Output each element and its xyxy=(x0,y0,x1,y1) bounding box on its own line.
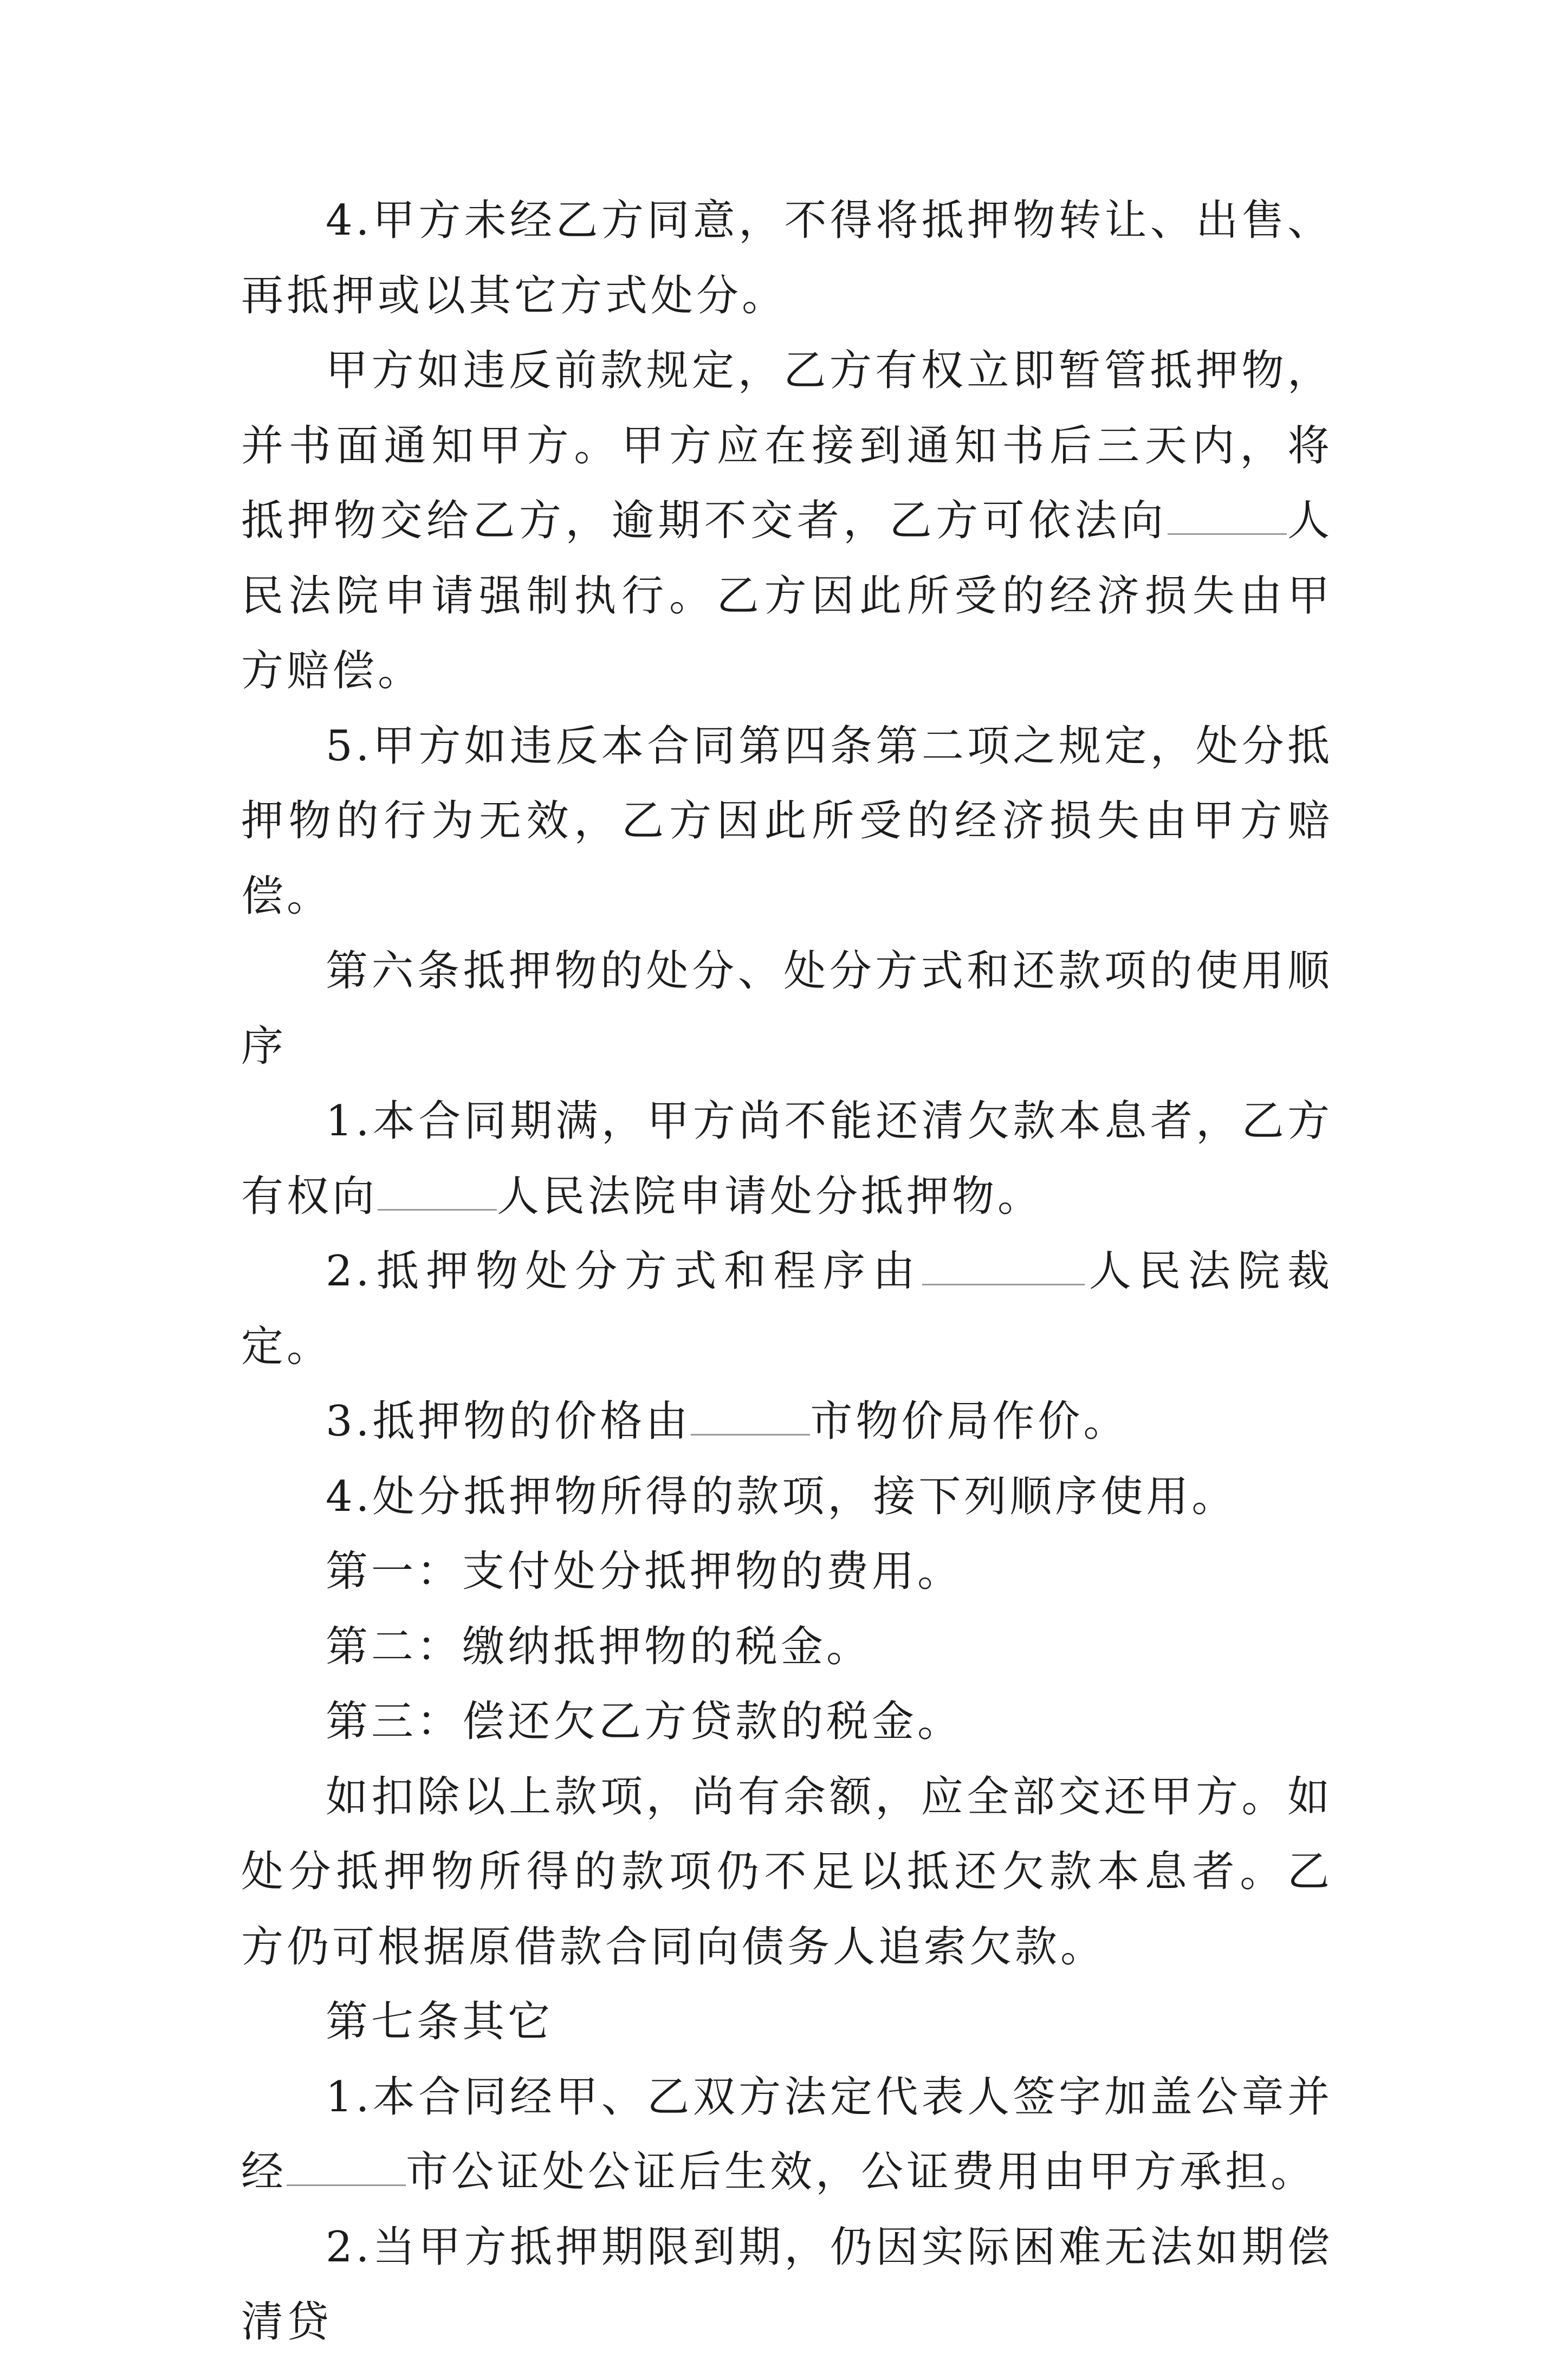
court-name-blank xyxy=(922,1246,1085,1285)
paragraph-article-6-item-3 xyxy=(241,1384,1333,1459)
paragraph-order-first xyxy=(241,1534,1333,1609)
paragraph-text-after-blank: 人民法院申请强制执行。乙方因此所受的经济损失由甲方赔偿。 xyxy=(241,496,1333,695)
paragraph-text: 2.抵押物处分方式和程序由 xyxy=(326,1247,923,1296)
paragraph-article-7-item-2 xyxy=(241,2210,1333,2360)
paragraph-text: 3.抵押物的价格由 xyxy=(326,1397,691,1446)
city-name-blank xyxy=(287,2146,406,2186)
paragraph-text: 甲方如违反前款规定，乙方有权立即暂管抵押物，并书面通知甲方。甲方应在接到通知书后三天内，将抵押物交给乙方，逾期不交者，乙方可依法向 xyxy=(241,346,1333,545)
paragraph-article-6-item-2 xyxy=(241,1234,1333,1384)
paragraph-text: 第三：偿还欠乙方贷款的税金。 xyxy=(326,1697,963,1746)
city-name-blank xyxy=(691,1396,810,1436)
paragraph-text: 4.处分抵押物所得的款项，接下列顺序使用。 xyxy=(326,1472,1237,1521)
paragraph-text: 第二：缴纳抵押物的税金。 xyxy=(326,1622,872,1671)
paragraph-violation-consequence xyxy=(241,333,1333,709)
court-name-blank xyxy=(378,1171,497,1210)
paragraph-order-second xyxy=(241,1609,1333,1685)
paragraph-text: 1.本合同期满，甲方尚不能还清欠款本息者，乙方有权向 xyxy=(241,1097,1333,1221)
paragraph-text: 如扣除以上款项，尚有余额，应全部交还甲方。如处分抵押物所得的款项仍不足以抵还欠款本息者。乙方仍可根据原借款合同向债务人追索欠款。 xyxy=(241,1772,1333,1971)
paragraph-order-third xyxy=(241,1684,1333,1760)
article-7-heading xyxy=(241,1984,1333,2060)
article-heading-text: 第六条抵押物的处分、处分方式和还款项的使用顺序 xyxy=(241,947,1333,1071)
paragraph-clause-5-invalid xyxy=(241,709,1333,934)
paragraph-text: 4.甲方未经乙方同意，不得将抵押物转让、出售、再抵押或以其它方式处分。 xyxy=(241,196,1333,320)
article-heading-text: 第七条其它 xyxy=(326,1997,554,2046)
paragraph-text: 1.本合同经甲、乙双方法定代表人签字加盖公章并经 xyxy=(241,2072,1333,2196)
document-body xyxy=(241,183,1333,2360)
paragraph-text-after-blank: 市公证处公证后生效，公证费用由甲方承担。 xyxy=(406,2148,1317,2196)
court-name-blank xyxy=(1168,495,1287,535)
paragraph-article-7-item-1 xyxy=(241,2060,1333,2210)
paragraph-article-6-item-1 xyxy=(241,1084,1333,1234)
article-6-heading xyxy=(241,934,1333,1084)
paragraph-text-after-blank: 人民法院裁定。 xyxy=(241,1247,1333,1371)
paragraph-article-6-item-4 xyxy=(241,1459,1333,1535)
paragraph-text-after-blank: 市物价局作价。 xyxy=(810,1397,1129,1446)
paragraph-text: 第一：支付处分抵押物的费用。 xyxy=(326,1547,963,1596)
paragraph-text-after-blank: 人民法院申请处分抵押物。 xyxy=(497,1172,1044,1221)
paragraph-clause-4-transfer xyxy=(241,183,1333,333)
paragraph-text: 2.当甲方抵押期限到期，仍因实际困难无法如期偿清贷 xyxy=(241,2222,1333,2346)
paragraph-remaining-balance xyxy=(241,1760,1333,1985)
paragraph-text: 5.甲方如违反本合同第四条第二项之规定，处分抵押物的行为无效，乙方因此所受的经济损失由甲方赔偿。 xyxy=(241,721,1333,921)
